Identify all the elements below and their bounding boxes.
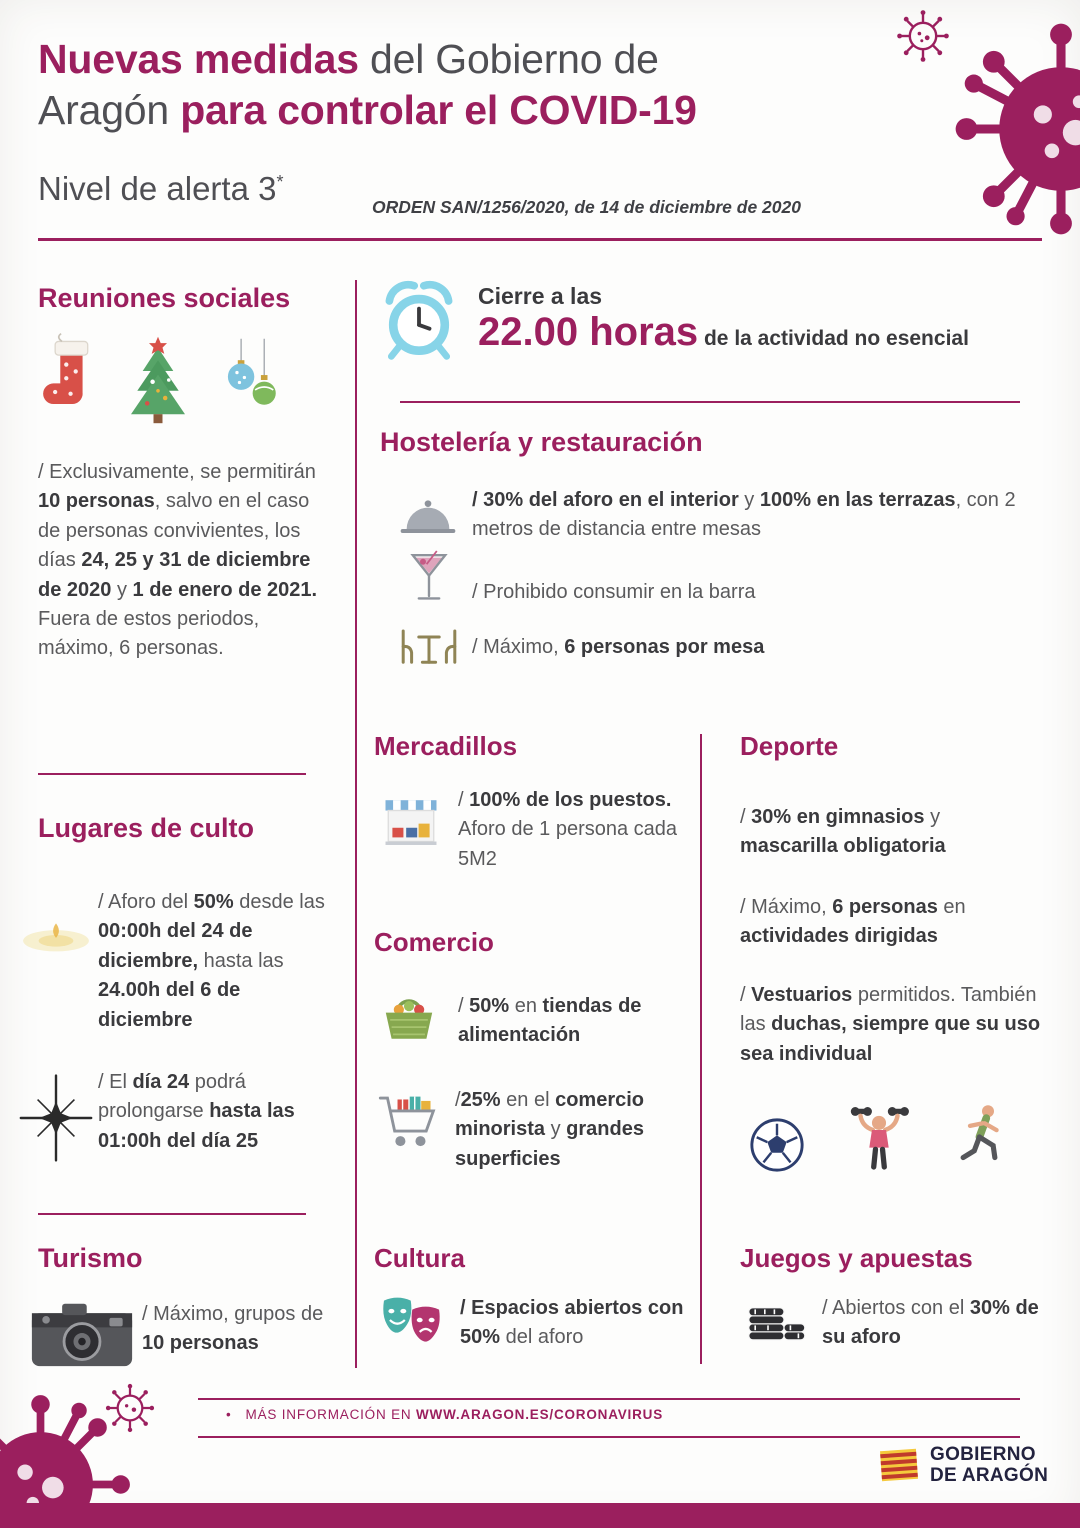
page-title-line1: Nuevas medidas del Gobierno de <box>38 36 659 82</box>
grocery-basket-icon <box>380 988 438 1046</box>
deporte-heading: Deporte <box>740 731 839 761</box>
divider-line <box>355 280 357 1368</box>
theater-masks-icon <box>378 1295 448 1351</box>
mercadillos-item-1: / 100% de los puestos. Aforo de 1 persona cada 5M2 <box>458 789 678 870</box>
virus-icon <box>952 20 1080 238</box>
order-reference: ORDEN SAN/1256/2020, de 14 de diciembre de 2020 <box>372 197 801 217</box>
comercio-heading: Comercio <box>374 927 494 957</box>
cultura-item-1: / Espacios abiertos con 50% del aforo <box>460 1297 684 1349</box>
aragon-flag-icon <box>877 1447 921 1484</box>
page-title-line2: Aragón para controlar el COVID-19 <box>38 86 697 133</box>
camera-icon <box>30 1298 134 1370</box>
divider-line <box>400 401 1020 403</box>
virus-icon <box>893 6 953 66</box>
more-info-line <box>226 1407 663 1422</box>
ornaments-icon <box>218 328 284 432</box>
food-cloche-icon <box>398 494 458 540</box>
divider-line <box>700 734 702 1364</box>
turismo-heading: Turismo <box>38 1243 143 1273</box>
hosteleria-item-2: / Prohibido consumir en la barra <box>472 581 756 603</box>
christmas-icons <box>38 328 308 438</box>
logo-text <box>930 1444 1048 1487</box>
deporte-item-2: / Máximo, 6 personas en actividades dirigidas <box>740 896 966 948</box>
reuniones-sociales-heading: Reuniones sociales <box>38 283 291 313</box>
page-title <box>38 34 697 136</box>
weightlifter-icon <box>848 1100 910 1174</box>
divider-line <box>198 1436 1020 1438</box>
runner-icon <box>952 1100 1012 1174</box>
bullet-icon: • <box>226 1407 232 1422</box>
closure-time: 22.00 horas <box>478 310 699 354</box>
footer-bar <box>0 1503 1080 1528</box>
deporte-item-3: / Vestuarios permitidos. También las duchas, siempre que su uso sea individual <box>740 984 1041 1065</box>
closure-line2 <box>478 310 969 355</box>
table-and-chairs-icon <box>396 624 462 668</box>
divider-line <box>38 238 1042 241</box>
stocking-icon <box>38 328 98 432</box>
mercadillos-heading: Mercadillos <box>374 731 518 761</box>
hosteleria-heading: Hostelería y restauración <box>380 427 703 457</box>
shopping-cart-icon <box>376 1086 442 1156</box>
comercio-item-2: /25% en el comercio minorista y grandes superficies <box>455 1089 645 1170</box>
closure-line1: Cierre a las <box>478 283 603 309</box>
poker-chips-icon <box>744 1295 808 1351</box>
divider-line <box>38 773 306 775</box>
lugares-item-1: / Aforo del 50% desde las 00:00h del 24 de diciembre, hasta las 24.00h del 6 de diciembre <box>98 891 325 1031</box>
gobierno-aragon-logo <box>878 1444 1048 1487</box>
cultura-heading: Cultura <box>374 1243 465 1273</box>
more-info-text: MÁS INFORMACIÓN EN <box>245 1407 416 1422</box>
market-stall-icon <box>380 793 442 857</box>
comercio-item-1: / 50% en tiendas de alimentación <box>458 995 642 1047</box>
reuniones-body: / Exclusivamente, se permitirán 10 personas, salvo en el caso de personas convivientes, los días 24, 25 y 31 de diciembre de 2020 y 1 de enero de 2021. Fuera de estos periodos, máximo, 6 personas. <box>38 461 318 660</box>
closure-rest: de la actividad no esencial <box>698 327 969 350</box>
christmas-tree-icon <box>122 328 194 432</box>
hosteleria-item-1: / 30% del aforo en el interior y 100% en las terrazas, con 2 metros de distancia entre mesas <box>472 489 1016 541</box>
deporte-item-1: / 30% en gimnasios y mascarilla obligatoria <box>740 806 946 858</box>
virus-icon <box>102 1380 158 1436</box>
alarm-clock-icon <box>376 280 462 366</box>
hosteleria-item-3: / Máximo, 6 personas por mesa <box>472 636 765 658</box>
alert-level-text: Nivel de alerta 3 <box>38 170 277 207</box>
candle-glow-icon <box>16 906 96 964</box>
cocktail-icon <box>408 546 450 610</box>
lugares-de-culto-heading: Lugares de culto <box>38 813 255 843</box>
juegos-heading: Juegos y apuestas <box>740 1243 973 1273</box>
closure-banner <box>478 283 969 355</box>
soccer-ball-icon <box>748 1116 806 1174</box>
logo-line2: DE ARAGÓN <box>930 1465 1049 1487</box>
coronavirus-url[interactable]: WWW.ARAGON.ES/CORONAVIRUS <box>416 1407 663 1422</box>
divider-line <box>38 1213 306 1215</box>
juegos-item-1: / Abiertos con el 30% de su aforo <box>822 1297 1039 1349</box>
lugares-item-2: / El día 24 podrá prolongarse hasta las 01:00h del día 25 <box>98 1071 295 1152</box>
turismo-item-1: / Máximo, grupos de 10 personas <box>142 1303 324 1355</box>
divider-line <box>198 1398 1020 1400</box>
logo-line1: GOBIERNO <box>930 1444 1036 1465</box>
sports-icons <box>748 1094 1012 1174</box>
star-icon <box>16 1072 96 1164</box>
alert-level <box>38 170 283 208</box>
alert-asterisk: * <box>276 172 284 192</box>
